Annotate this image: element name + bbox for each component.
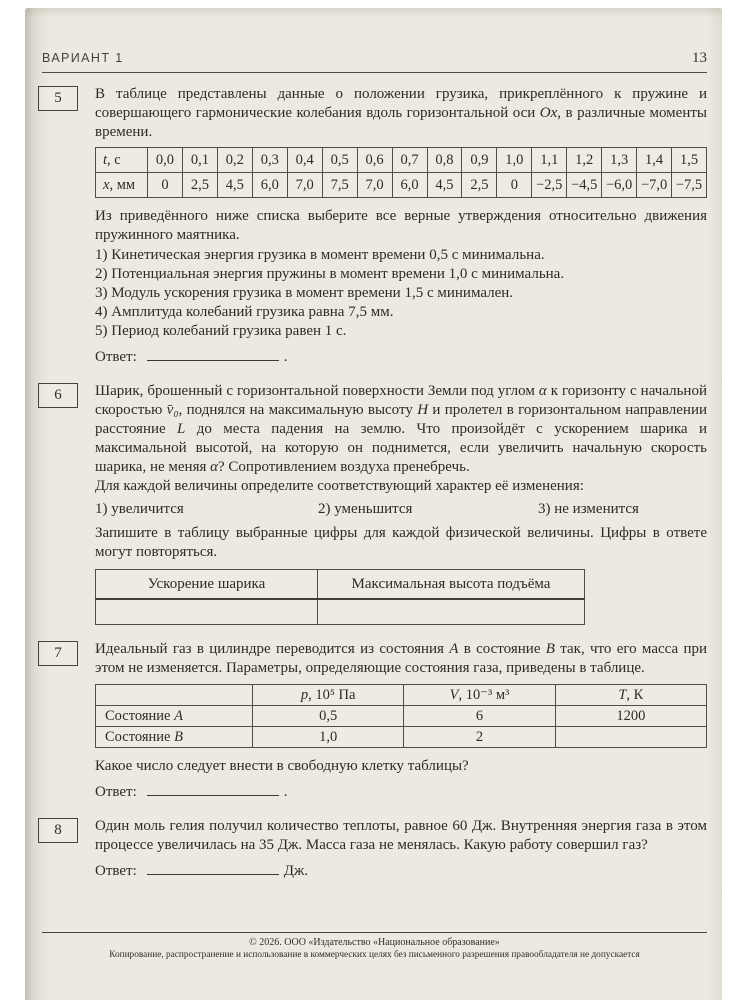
corner-cell: [96, 685, 253, 706]
statement-5: 5) Период колебаний грузика равен 1 с.: [95, 323, 347, 339]
problem-8: [54, 817, 707, 881]
page-body: [54, 85, 708, 881]
cell-b-volume: 2: [404, 727, 555, 748]
table-cell: 2,5: [462, 173, 497, 198]
table-cell: 0,0: [148, 148, 183, 173]
text-segment: L: [177, 421, 186, 437]
problem-7-answer-line: [95, 782, 707, 802]
text-segment: к горизонту с начальной скоростью: [95, 383, 707, 418]
table-cell: 7,0: [357, 173, 392, 198]
table-cell: −2,5: [532, 173, 567, 198]
problem-5: [54, 85, 707, 367]
text-segment: Ox: [539, 105, 558, 121]
problem-6-instruction: Запишите в таблицу выбранные цифры для каждой физической величины. Цифры в ответе могут повторяться.: [95, 525, 707, 560]
text-segment: Идеальный газ в цилиндре переводится из состояния: [95, 641, 450, 657]
text-segment: A: [449, 641, 459, 657]
table-cell: −7,0: [637, 173, 672, 198]
text-segment: v̄₀: [166, 402, 179, 418]
table-cell: 6,0: [252, 173, 287, 198]
text-segment: B: [545, 641, 555, 657]
empty-cell-acceleration: [96, 599, 318, 625]
option-no-change: 3) не изменится: [538, 501, 639, 517]
row-label-state-a: [96, 706, 253, 727]
answer-label: Ответ:: [95, 863, 137, 879]
table-cell: 0,6: [357, 148, 392, 173]
table-cell: 1,5: [672, 148, 707, 173]
header-pressure: [253, 685, 404, 706]
table-cell: 0,1: [182, 148, 217, 173]
table-cell: 0,4: [287, 148, 322, 173]
table-cell: 0,5: [322, 148, 357, 173]
statement-1: 1) Кинетическая энергия грузика в момент времени 0,5 с минимальна.: [95, 247, 545, 263]
answer-blank: [147, 782, 279, 796]
text-segment: ? Сопротивлением воздуха пренебречь.: [218, 459, 470, 475]
table-cell: 7,5: [322, 173, 357, 198]
table-cell: 0: [148, 173, 183, 198]
problem-7-question: Какое число следует внести в свободную клетку таблицы?: [95, 758, 469, 774]
text-segment: , с: [107, 151, 121, 168]
header-volume: [404, 685, 555, 706]
table-cell: 0,7: [392, 148, 427, 173]
text-segment: до места падения на землю. Что произойдёт с ускорением шарика и максимальной высотой, на которую он поднимется, если увеличить начальную скорость шарика, не меняя: [95, 421, 707, 475]
table-cell: 6,0: [392, 173, 427, 198]
row-label-time: [96, 148, 148, 173]
row-label-state-b: [96, 727, 253, 748]
answer-blank: [147, 347, 279, 361]
text-segment: T: [618, 686, 627, 703]
cell-b-temperature-free: [555, 727, 706, 748]
problem-5-answer-line: [95, 347, 707, 367]
text-segment: H: [417, 402, 429, 418]
text-segment: p: [300, 686, 309, 703]
answer-suffix: Дж.: [283, 863, 309, 879]
text-segment: В таблице представлены данные о положении грузика, прикреплённого к пружине и совершающего гармонические колебания вдоль горизонтальной оси: [95, 86, 707, 121]
table-cell: 0,2: [217, 148, 252, 173]
table-cell: 2,5: [182, 173, 217, 198]
table-cell: 1,0: [497, 148, 532, 173]
table-cell: 0: [497, 173, 532, 198]
problem-6-options: [95, 499, 707, 519]
text-segment: α: [210, 459, 218, 475]
cell-a-pressure: 0,5: [253, 706, 404, 727]
table-cell: 1,1: [532, 148, 567, 173]
table-row-position: [96, 173, 707, 198]
problem-6-number-box: 6: [38, 383, 78, 408]
table-cell: 0,8: [427, 148, 462, 173]
answer-suffix: .: [283, 349, 288, 365]
table-cell: −7,5: [672, 173, 707, 198]
problem-5-statements: [95, 246, 707, 341]
page-header: [42, 8, 707, 73]
text-segment: , 10⁻³ м³: [458, 686, 510, 703]
text-segment: B: [174, 728, 183, 745]
cell-a-volume: 6: [404, 706, 555, 727]
text-segment: t: [103, 151, 108, 168]
table-header-row: [96, 570, 585, 600]
exam-page: [25, 8, 722, 1000]
problem-7-number-box: 7: [38, 641, 78, 666]
text-segment: Состояние: [105, 728, 175, 745]
variant-label: ВАРИАНТ 1: [42, 51, 124, 65]
problem-6-answer-table: [95, 569, 585, 625]
header-temperature: [555, 685, 706, 706]
page-number: 13: [692, 50, 707, 66]
answer-suffix: .: [283, 784, 288, 800]
problem-7-gas-table: [95, 684, 707, 748]
table-cell: 7,0: [287, 173, 322, 198]
text-segment: , 10⁵ Па: [308, 686, 356, 703]
statement-4: 4) Амплитуда колебаний грузика равна 7,5 мм.: [95, 304, 394, 320]
problem-7: [54, 640, 707, 802]
problem-8-answer-line: [95, 861, 707, 881]
table-cell: 0,3: [252, 148, 287, 173]
table-cell: 4,5: [427, 173, 462, 198]
answer-label: Ответ:: [95, 349, 137, 365]
answer-label: Ответ:: [95, 784, 137, 800]
empty-cell-max-height: [318, 599, 585, 625]
text-segment: x: [103, 176, 110, 193]
table-cell: 0,9: [462, 148, 497, 173]
page-footer: [42, 932, 707, 961]
header-max-height: Максимальная высота подъёма: [318, 570, 585, 600]
option-increase: 1) увеличится: [95, 501, 184, 517]
problem-6-prompt: Для каждой величины определите соответствующий характер её изменения:: [95, 478, 584, 494]
text-segment: так, что его масса при этом не изменяется. Параметры, определяющие состояния газа, приведены в таблице.: [95, 641, 707, 676]
problem-8-intro: Один моль гелия получил количество теплоты, равное 60 Дж. Внутренняя энергия газа в этом процессе увеличилась на 35 Дж. Масса газа не менялась. Какую работу совершил газ?: [95, 818, 707, 853]
header-acceleration: Ускорение шарика: [96, 570, 318, 600]
cell-b-pressure: 1,0: [253, 727, 404, 748]
text-segment: Состояние: [105, 707, 175, 724]
legal-line: Копирование, распространение и использование в коммерческих целях без письменного разрешения правообладателя не допускается: [109, 950, 640, 960]
table-row-state-b: [96, 727, 707, 748]
statement-2: 2) Потенциальная энергия пружины в момент времени 1,0 с минимальна.: [95, 266, 565, 282]
table-cell: −6,0: [602, 173, 637, 198]
table-row-state-a: [96, 706, 707, 727]
copyright-line: © 2026. ООО «Издательство «Национальное образование»: [249, 937, 500, 948]
problem-5-intro: [95, 85, 707, 142]
problem-5-data-table: [95, 147, 707, 198]
table-row-time: [96, 148, 707, 173]
table-header-row: [96, 685, 707, 706]
problem-6-intro: [95, 382, 707, 477]
text-segment: Шарик, брошенный с горизонтальной поверхности Земли под углом: [95, 383, 539, 399]
table-cell: 1,3: [602, 148, 637, 173]
text-segment: α: [538, 383, 547, 399]
text-segment: в состояние: [458, 641, 546, 657]
text-segment: и пролетел в горизонтальном направлении расстояние: [95, 402, 708, 437]
table-empty-row: [96, 599, 585, 625]
problem-7-intro: [95, 640, 707, 678]
problem-8-number-box: 8: [38, 818, 78, 843]
answer-blank: [147, 861, 279, 875]
table-cell: 4,5: [217, 173, 252, 198]
table-cell: −4,5: [567, 173, 602, 198]
table-cell: 1,4: [637, 148, 672, 173]
text-segment: , в различные моменты времени.: [95, 105, 707, 140]
problem-6: [54, 382, 708, 625]
text-segment: , К: [626, 686, 644, 703]
text-segment: V: [449, 686, 459, 703]
text-segment: , поднялся на максимальную высоту: [178, 402, 418, 418]
statement-3: 3) Модуль ускорения грузика в момент времени 1,5 с минимален.: [95, 285, 514, 301]
table-cell: 1,2: [567, 148, 602, 173]
cell-a-temperature: 1200: [555, 706, 706, 727]
option-decrease: 2) уменьшится: [318, 501, 413, 517]
text-segment: , мм: [109, 176, 136, 193]
problem-5-task: Из приведённого ниже списка выберите все верные утверждения относительно движения пружинного маятника.: [95, 208, 707, 243]
problem-5-number-box: 5: [38, 86, 78, 111]
row-label-position: [96, 173, 148, 198]
text-segment: A: [174, 707, 183, 724]
